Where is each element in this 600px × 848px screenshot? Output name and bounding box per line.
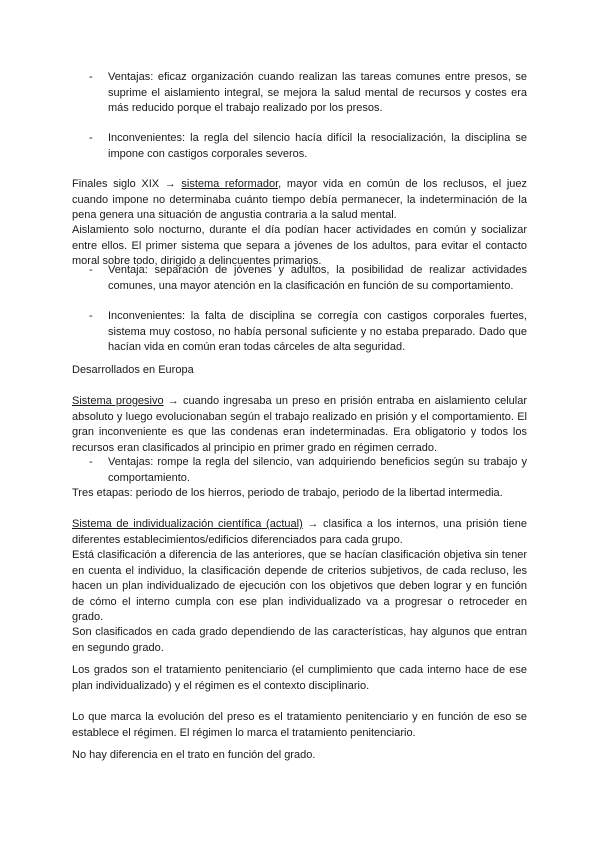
bullet-ventajas-progresivo xyxy=(72,455,527,486)
paragraph-aislamiento: Aislamiento solo nocturno, durante el día podían hacer actividades en común y socializar entre ellos. El primer sistema que separa a jóvenes de los adultos, para evitar el contacto moral sobre todo, dirigido a delincuentes primarios. xyxy=(72,224,527,268)
bullet-dash: - xyxy=(89,132,93,144)
bullet-text: Ventajas: rompe la regla del silencio, van adquiriendo beneficios según su trabajo y comportamiento. xyxy=(108,456,527,484)
bullet-text: Inconvenientes: la falta de disciplina se corregía con castigos corporales fuertes, sistema muy costoso, no había personal suficiente y no estaba preparado. Dado que hacían vida en común eran todas cárceles de alta seguridad. xyxy=(108,310,527,354)
section-heading-europa: Desarrollados en Europa xyxy=(72,364,194,376)
paragraph-clasificados: Son clasificados en cada grado dependiendo de las características, hay algunos que entran en segundo grado. xyxy=(72,626,527,654)
bullet-inconvenientes-reformador xyxy=(72,309,527,356)
paragraph-clasificacion: Está clasificación a diferencia de las anteriores, que se hacían clasificación objetiva sin tener en cuenta el individuo, la clasificación depende de criterios subjetivos, de cada recluso, les hacen un plan individualizado de ejecución con los objetivos que deben lograr y en función de cómo el interno cumpla con ese plan individualizado va a progresar o retroceder en grado. xyxy=(72,549,527,624)
term-sistema-reformador: sistema reformador xyxy=(181,178,279,190)
reformador-prefix: Finales siglo XIX → xyxy=(72,178,182,190)
bullet-dash: - xyxy=(89,310,93,322)
paragraph-individualizacion xyxy=(72,517,527,548)
progresivo-rest: → cuando ingresaba un preso en prisión entraba en aislamiento celular absoluto y luego evolucionaban según el trabajo realizado en prisión y el comportamiento. El gran inconveniente es que las condenas eran indeterminadas. Era obligatorio y todos los recursos eran clasificados al principio en primer grado en régimen cerrado. xyxy=(72,395,527,454)
bullet-text: Ventajas: eficaz organización cuando realizan las tareas comunes entre presos, se suprime el aislamiento integral, se mejora la salud mental de recursos y costes era más reducido porque el trabajo realizado por los presos. xyxy=(108,71,527,115)
term-sistema-progresivo: Sistema progesivo xyxy=(72,395,164,407)
individualizacion-rest: → clasifica a los internos, una prisión tiene diferentes establecimientos/edificios diferenciados para cada grupo. xyxy=(72,518,527,546)
bullet-ventaja-reformador xyxy=(72,263,527,294)
paragraph-reformador xyxy=(72,177,527,224)
bullet-ventajas-1 xyxy=(72,70,527,117)
bullet-dash: - xyxy=(89,71,93,83)
bullet-dash: - xyxy=(89,264,93,276)
paragraph-grados: Los grados son el tratamiento penitenciario (el cumplimiento que cada interno hace de ese plan individualizado) y el régimen es el contexto disciplinario. xyxy=(72,664,527,692)
paragraph-evolucion: Lo que marca la evolución del preso es el tratamiento penitenciario y en función de eso se establece el régimen. El régimen lo marca el tratamiento penitenciario. xyxy=(72,711,527,739)
bullet-text: Inconvenientes: la regla del silencio hacía difícil la resocialización, la disciplina se impone con castigos corporales severos. xyxy=(108,132,527,160)
bullet-text: Ventaja: separación de jóvenes y adultos, la posibilidad de realizar actividades comunes, una mayor atención en la clasificación en función de su comportamiento. xyxy=(108,264,527,292)
paragraph-tres-etapas: Tres etapas: periodo de los hierros, periodo de trabajo, periodo de la libertad intermedia. xyxy=(72,487,503,499)
bullet-inconvenientes-1 xyxy=(72,131,527,162)
paragraph-progresivo xyxy=(72,394,527,456)
term-sistema-individualizacion: Sistema de individualización científica (actual) xyxy=(72,518,303,530)
reformador-rest: , mayor vida en común de los reclusos, el juez cuando impone no determinaba cuánto tiempo debía permanecer, la indeterminación de la pena genera una situación de angustia contraria a la salud mental. xyxy=(72,178,527,222)
paragraph-diferencia: No hay diferencia en el trato en función del grado. xyxy=(72,749,316,761)
bullet-dash: - xyxy=(89,456,93,468)
